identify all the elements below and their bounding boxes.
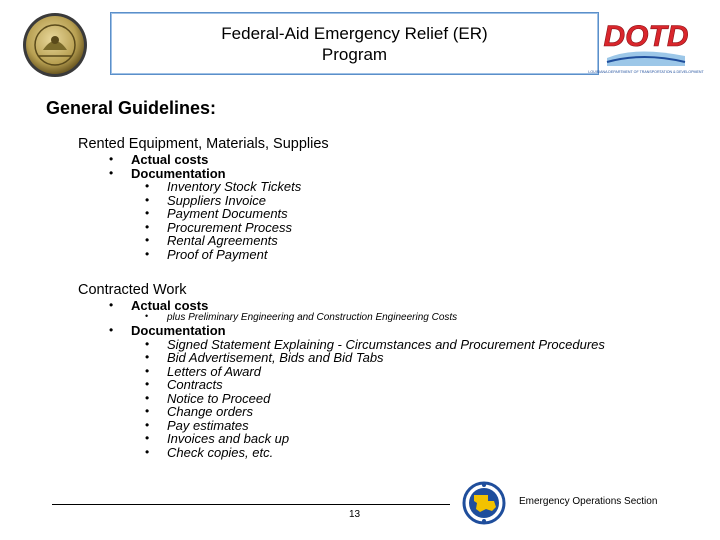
bullet-icon: • — [145, 193, 150, 207]
page-number: 13 — [349, 509, 361, 520]
rented-item-actual-costs: Actual costs — [131, 152, 209, 167]
contracted-doc-item: Letters of Award — [167, 364, 261, 379]
rented-doc-item: Payment Documents — [167, 206, 288, 221]
contracted-doc-item: Invoices and back up — [167, 431, 290, 446]
contracted-item-actual-costs: Actual costs — [131, 298, 209, 313]
bullet-icon: • — [145, 220, 150, 234]
rented-doc-item: Rental Agreements — [167, 233, 278, 248]
rented-item-documentation: Documentation — [131, 166, 226, 181]
logo-subtext: LOUISIANA DEPARTMENT OF TRANSPORTATION & DEVELOPMENT — [588, 70, 704, 74]
bullet-icon: • — [145, 233, 150, 247]
section-title-contracted: Contracted Work — [78, 282, 187, 298]
bullet-icon: • — [145, 337, 150, 351]
logo-text: DOTD — [603, 20, 689, 53]
contracted-doc-item: Change orders — [167, 404, 253, 419]
contracted-doc-item: Bid Advertisement, Bids and Bid Tabs — [167, 350, 384, 365]
bullet-icon: • — [145, 179, 150, 193]
contracted-doc-item: Contracts — [167, 377, 223, 392]
section-title-rented: Rented Equipment, Materials, Supplies — [78, 136, 329, 152]
header-title-box — [110, 12, 599, 75]
bullet-icon: • — [145, 418, 150, 432]
header-title-line-1: Federal-Aid Emergency Relief (ER) — [221, 23, 488, 43]
bullet-icon: • — [109, 166, 114, 180]
bullet-icon: • — [145, 206, 150, 220]
rented-doc-item: Suppliers Invoice — [167, 193, 266, 208]
bullet-icon: • — [109, 298, 114, 312]
louisiana-emblem-icon — [458, 481, 510, 525]
rented-doc-item: Proof of Payment — [167, 247, 268, 262]
bullet-icon: • — [145, 247, 150, 261]
bullet-icon: • — [145, 404, 150, 418]
footer-department: Emergency Operations Section — [519, 496, 658, 507]
header-title-line-2: Program — [321, 44, 388, 64]
bullet-icon: • — [145, 377, 150, 391]
bullet-icon: • — [145, 311, 149, 321]
rented-doc-item: Inventory Stock Tickets — [167, 179, 302, 194]
rented-doc-item: Procurement Process — [167, 220, 292, 235]
bullet-icon: • — [145, 364, 150, 378]
bullet-icon: • — [145, 350, 150, 364]
bullet-icon: • — [145, 431, 150, 445]
contracted-doc-item: Pay estimates — [167, 418, 249, 433]
dotd-logo — [588, 12, 704, 78]
footer-divider — [52, 504, 450, 505]
bullet-icon: • — [109, 323, 114, 337]
contracted-item-documentation: Documentation — [131, 323, 226, 338]
contracted-actual-costs-note: plus Preliminary Engineering and Construction Engineering Costs — [167, 312, 458, 323]
contracted-doc-item: Signed Statement Explaining - Circumstances and Procurement Procedures — [167, 337, 605, 352]
bullet-icon: • — [145, 445, 150, 459]
contracted-doc-item: Check copies, etc. — [167, 445, 274, 460]
bullet-icon: • — [109, 152, 114, 166]
bullet-icon: • — [145, 391, 150, 405]
page-subtitle: General Guidelines: — [46, 98, 217, 118]
contracted-doc-item: Notice to Proceed — [167, 391, 271, 406]
state-seal-icon — [8, 10, 102, 80]
